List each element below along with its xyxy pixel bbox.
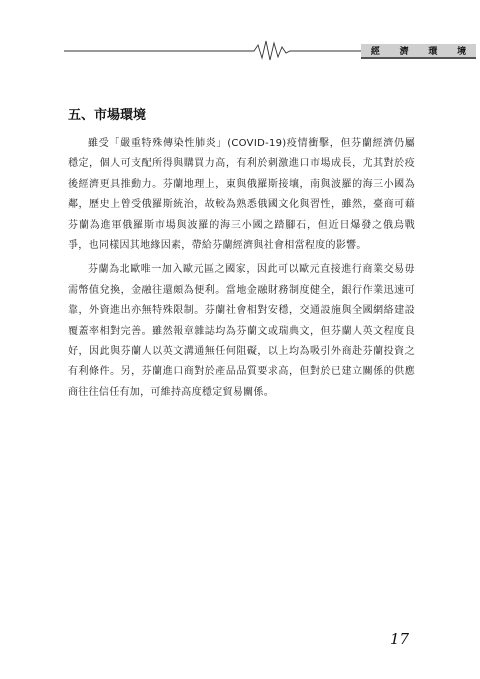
- body-text: [68, 134, 415, 407]
- chapter-tag-char: 境: [457, 47, 467, 57]
- paragraph: 芬蘭為北歐唯一加入歐元區之國家，因此可以歐元直接進行商業交易毋需幣值兌換，金融往還頗為便利。當地金融財務制度健全，銀行作業迅速可靠，外資進出亦無特殊限制。芬蘭社會相對安穩，交通設施與全國網絡建設覆蓋率相對完善。雖然報章雜誌均為芬蘭文或瑞典文，但芬蘭人英文程度良好，因此與芬蘭人以英文溝通無任何阻礙，以上均為吸引外商赴芬蘭投資之有利條件。另，芬蘭進口商對於產品品質要求高，但對於已建立關係的供應商往往信任有加，可維持高度穩定貿易關係。: [68, 264, 415, 398]
- chapter-tag-char: 經: [370, 47, 380, 57]
- zigzag-line-icon: [64, 36, 364, 66]
- running-header: [64, 36, 467, 66]
- section-title: 五、市場環境: [68, 108, 147, 123]
- paragraph: 雖受「嚴重特殊傳染性肺炎」(COVID-19)疫情衝擊，但芬蘭經濟仍屬穩定，個人可支配所得與購買力高，有利於刺激進口市場成長，尤其對於疫後經濟更具推動力。芬蘭地理上，東與俄羅斯接壤，南與波羅的海三小國為鄰，歷史上曾受俄羅斯統治，故較為熟悉俄國文化與習性，雖然，臺商可藉芬蘭為進軍俄羅斯市場與波羅的海三小國之踏腳石，但近日爆發之俄烏戰爭，也同樣因其地緣因素，帶給芬蘭經濟與社會相當程度的影響。: [68, 138, 415, 252]
- chapter-tag: [361, 44, 476, 59]
- page-number: 17: [390, 630, 410, 648]
- chapter-tag-char: 濟: [399, 47, 409, 57]
- chapter-tag-char: 環: [428, 47, 438, 57]
